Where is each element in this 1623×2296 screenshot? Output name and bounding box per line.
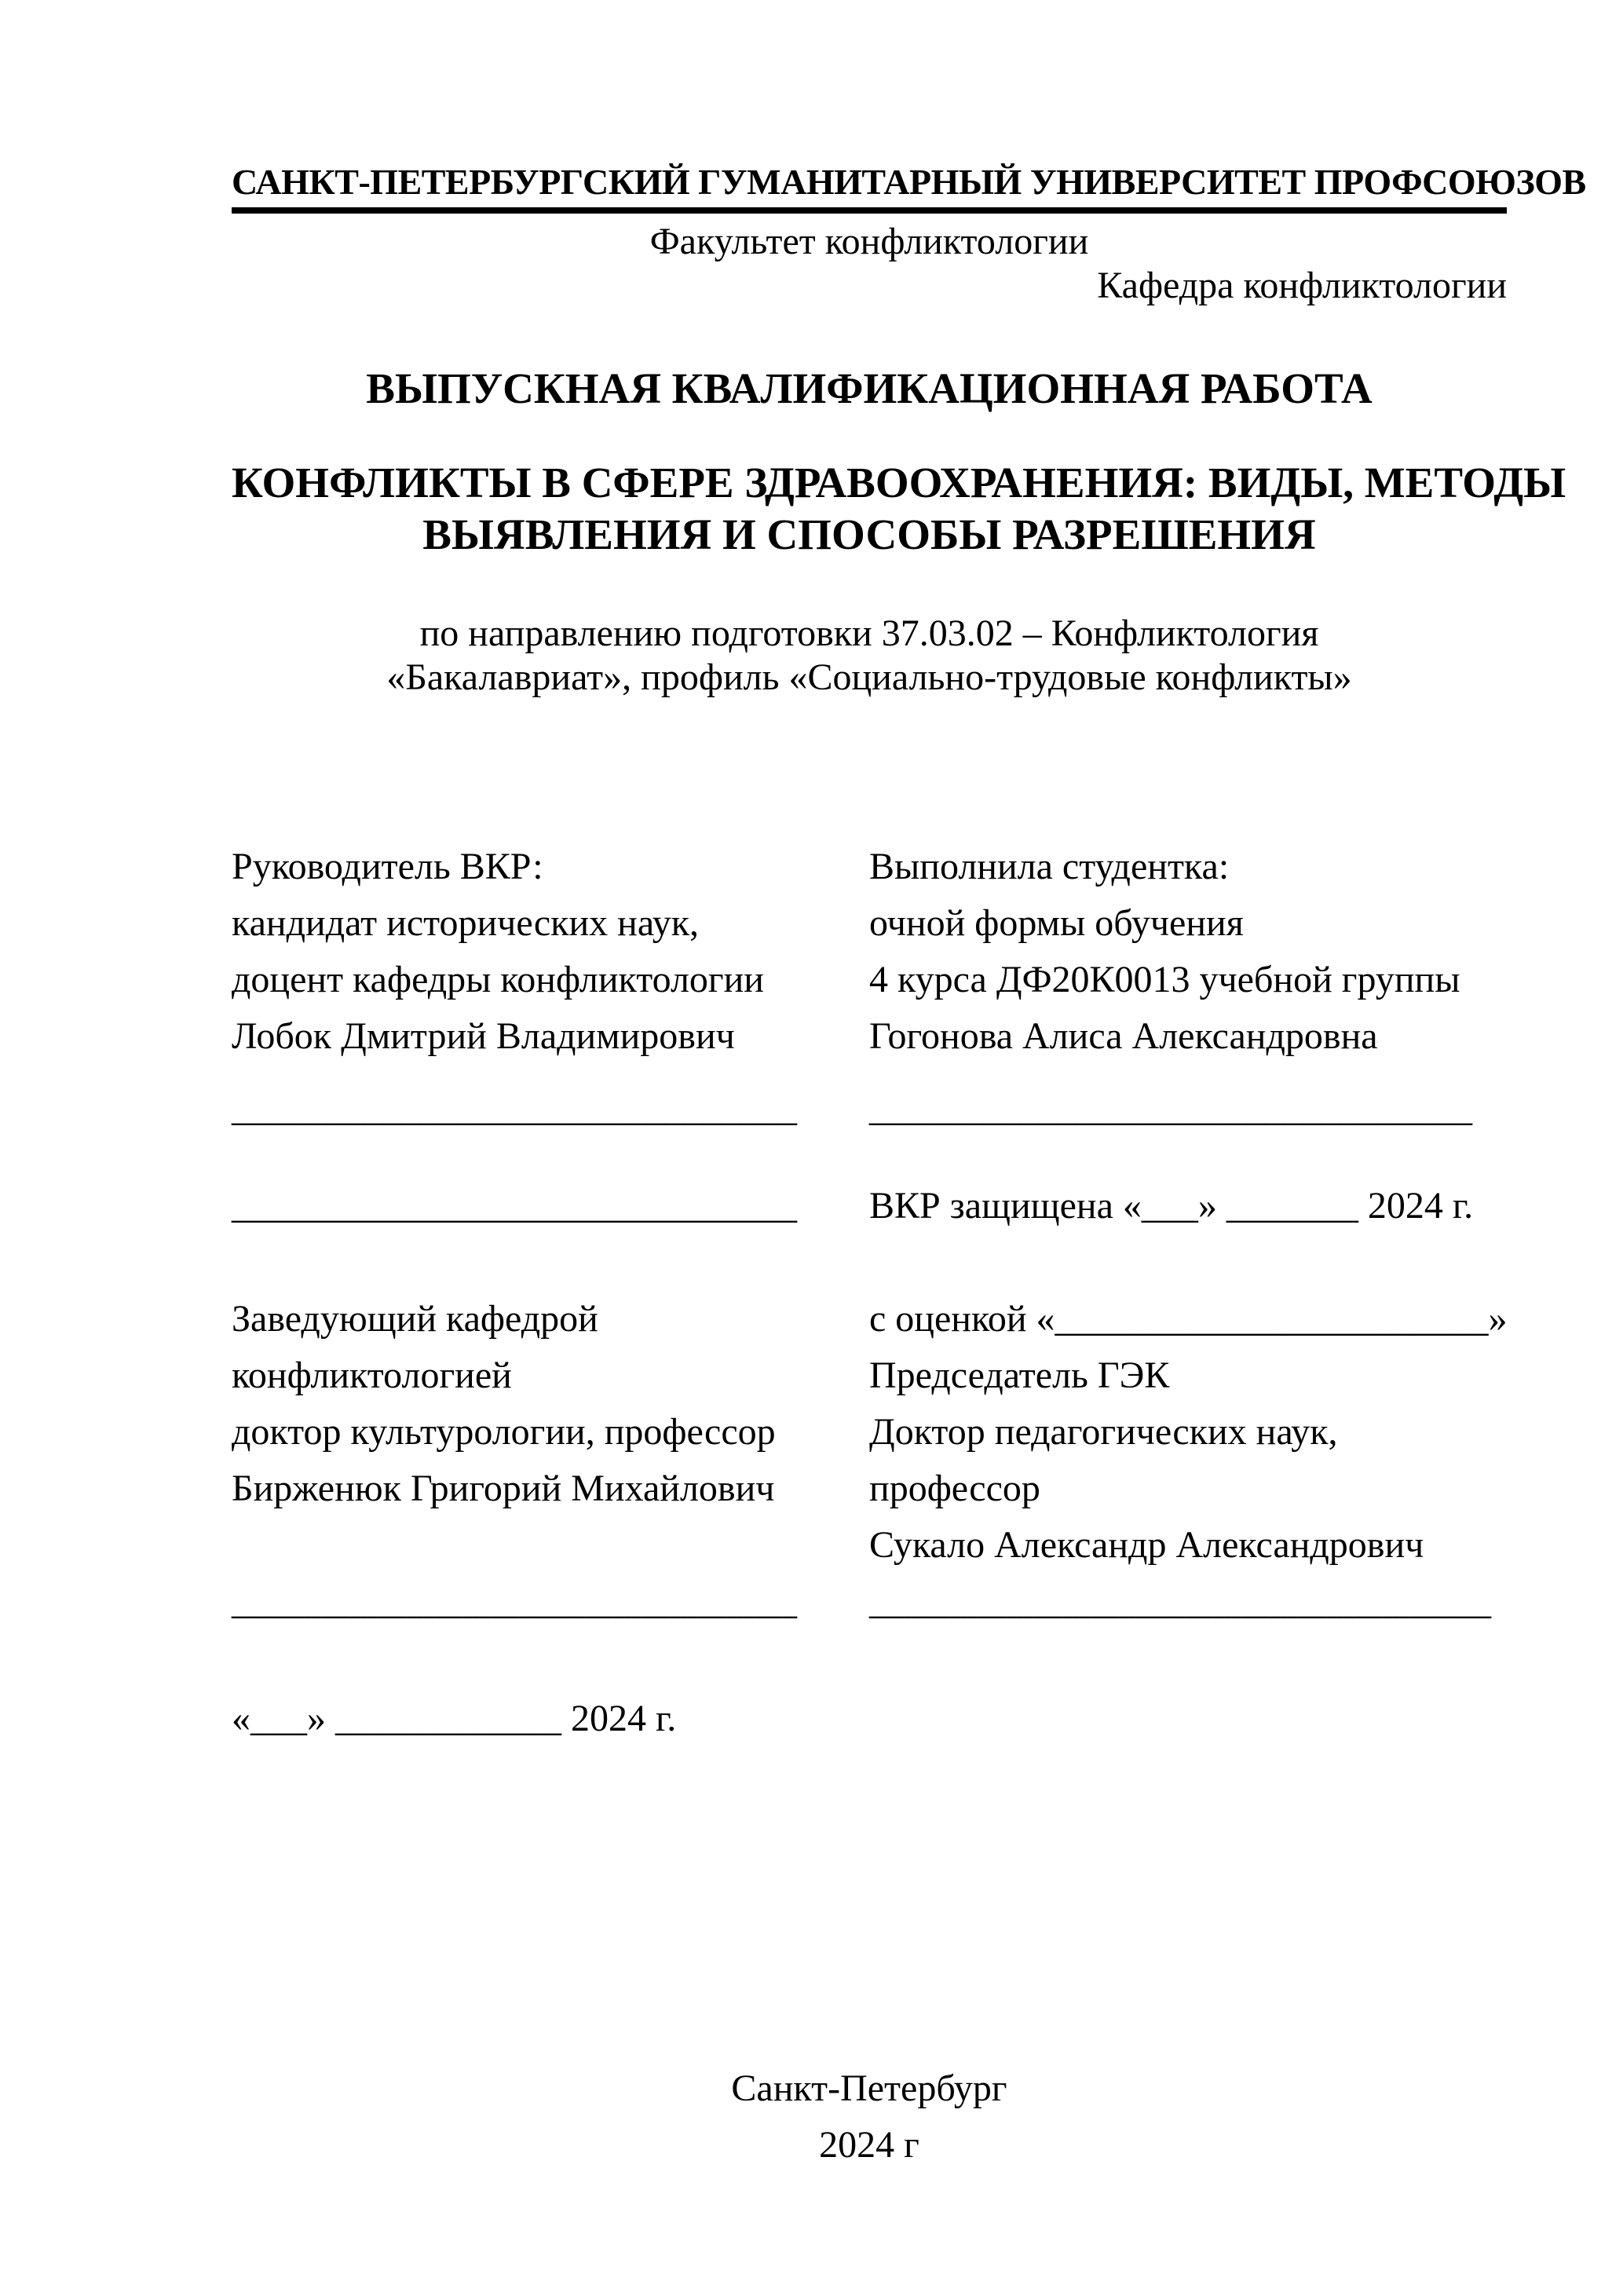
empty-line (869, 1691, 1507, 1747)
head-name: Бирженюк Григорий Михайлович (232, 1468, 775, 1509)
spacer (869, 1137, 1507, 1178)
head-signature-line: ______________________________ (232, 1581, 797, 1622)
defense-date-line: ВКР защищена «___» _______ 2024 г. (869, 1185, 1474, 1227)
faculty-name: Факультет конфликтологии (649, 221, 1089, 262)
supervisor-role-label: Руководитель ВКР: (232, 846, 543, 887)
spacer (869, 1630, 1507, 1691)
chair-signature-line: _________________________________ (869, 1581, 1491, 1622)
student-study-form: очной формы обучения (869, 902, 1244, 944)
spacer (869, 1234, 1507, 1291)
spacer (232, 1630, 869, 1691)
supervisor-signature-line-2: ______________________________ (232, 1185, 797, 1227)
program-info (232, 612, 1507, 700)
chair-role-label: Председатель ГЭК (869, 1355, 1170, 1396)
head-role-line-1: Заведующий кафедрой (232, 1298, 598, 1340)
supervisor-name: Лобок Дмитрий Владимирович (232, 1015, 735, 1057)
student-name: Гогонова Алиса Александровна (869, 1015, 1378, 1057)
head-degree: доктор культурологии, профессор (232, 1411, 776, 1453)
year-label: 2024 г (819, 2124, 919, 2166)
student-group: 4 курса ДФ20К0013 учебной группы (869, 959, 1460, 1000)
chair-name: Сукало Александр Александрович (869, 1524, 1424, 1566)
department-name: Кафедра конфликтологии (1097, 265, 1507, 306)
program-line-1: по направлению подготовки 37.03.02 – Конфликтология (419, 612, 1319, 654)
thesis-title-line-2: ВЫЯВЛЕНИЯ И СПОСОБЫ РАЗРЕШЕНИЯ (422, 510, 1316, 558)
work-type-heading: ВЫПУСКНАЯ КВАЛИФИКАЦИОННАЯ РАБОТА (366, 364, 1373, 412)
footer (232, 2060, 1507, 2174)
student-signature-line: ________________________________ (869, 1088, 1472, 1129)
head-role-line-2: конфликтологией (232, 1355, 512, 1396)
thesis-title-line-1: КОНФЛИКТЫ В СФЕРЕ ЗДРАВООХРАНЕНИЯ: ВИДЫ, МЕТОДЫ (232, 459, 1566, 506)
student-role-label: Выполнила студентка: (869, 846, 1230, 887)
empty-line (232, 1517, 869, 1574)
chair-degree-line-1: Доктор педагогических наук, (869, 1411, 1338, 1453)
signature-columns (232, 839, 1507, 1747)
right-column (869, 839, 1507, 1747)
head-date-line: «___» ____________ 2024 г. (232, 1698, 677, 1739)
program-line-2: «Бакалавриат», профиль «Социально-трудовые конфликты» (386, 656, 1352, 698)
spacer (232, 1137, 869, 1178)
supervisor-position: доцент кафедры конфликтологии (232, 959, 764, 1000)
grade-line: с оценкой «_______________________» (869, 1298, 1508, 1340)
spacer (869, 1065, 1507, 1080)
chair-degree-line-2: профессор (869, 1468, 1040, 1509)
supervisor-signature-line-1: ______________________________ (232, 1088, 797, 1129)
spacer (232, 1065, 869, 1080)
city-name: Санкт-Петербург (731, 2067, 1007, 2109)
left-column (232, 839, 869, 1747)
university-name: САНКТ-ПЕТЕРБУРГСКИЙ ГУМАНИТАРНЫЙ УНИВЕРСИТЕТ ПРОФСОЮЗОВ (232, 160, 1507, 214)
supervisor-degree: кандидат исторических наук, (232, 902, 700, 944)
thesis-title (232, 457, 1566, 561)
spacer (232, 1234, 869, 1291)
